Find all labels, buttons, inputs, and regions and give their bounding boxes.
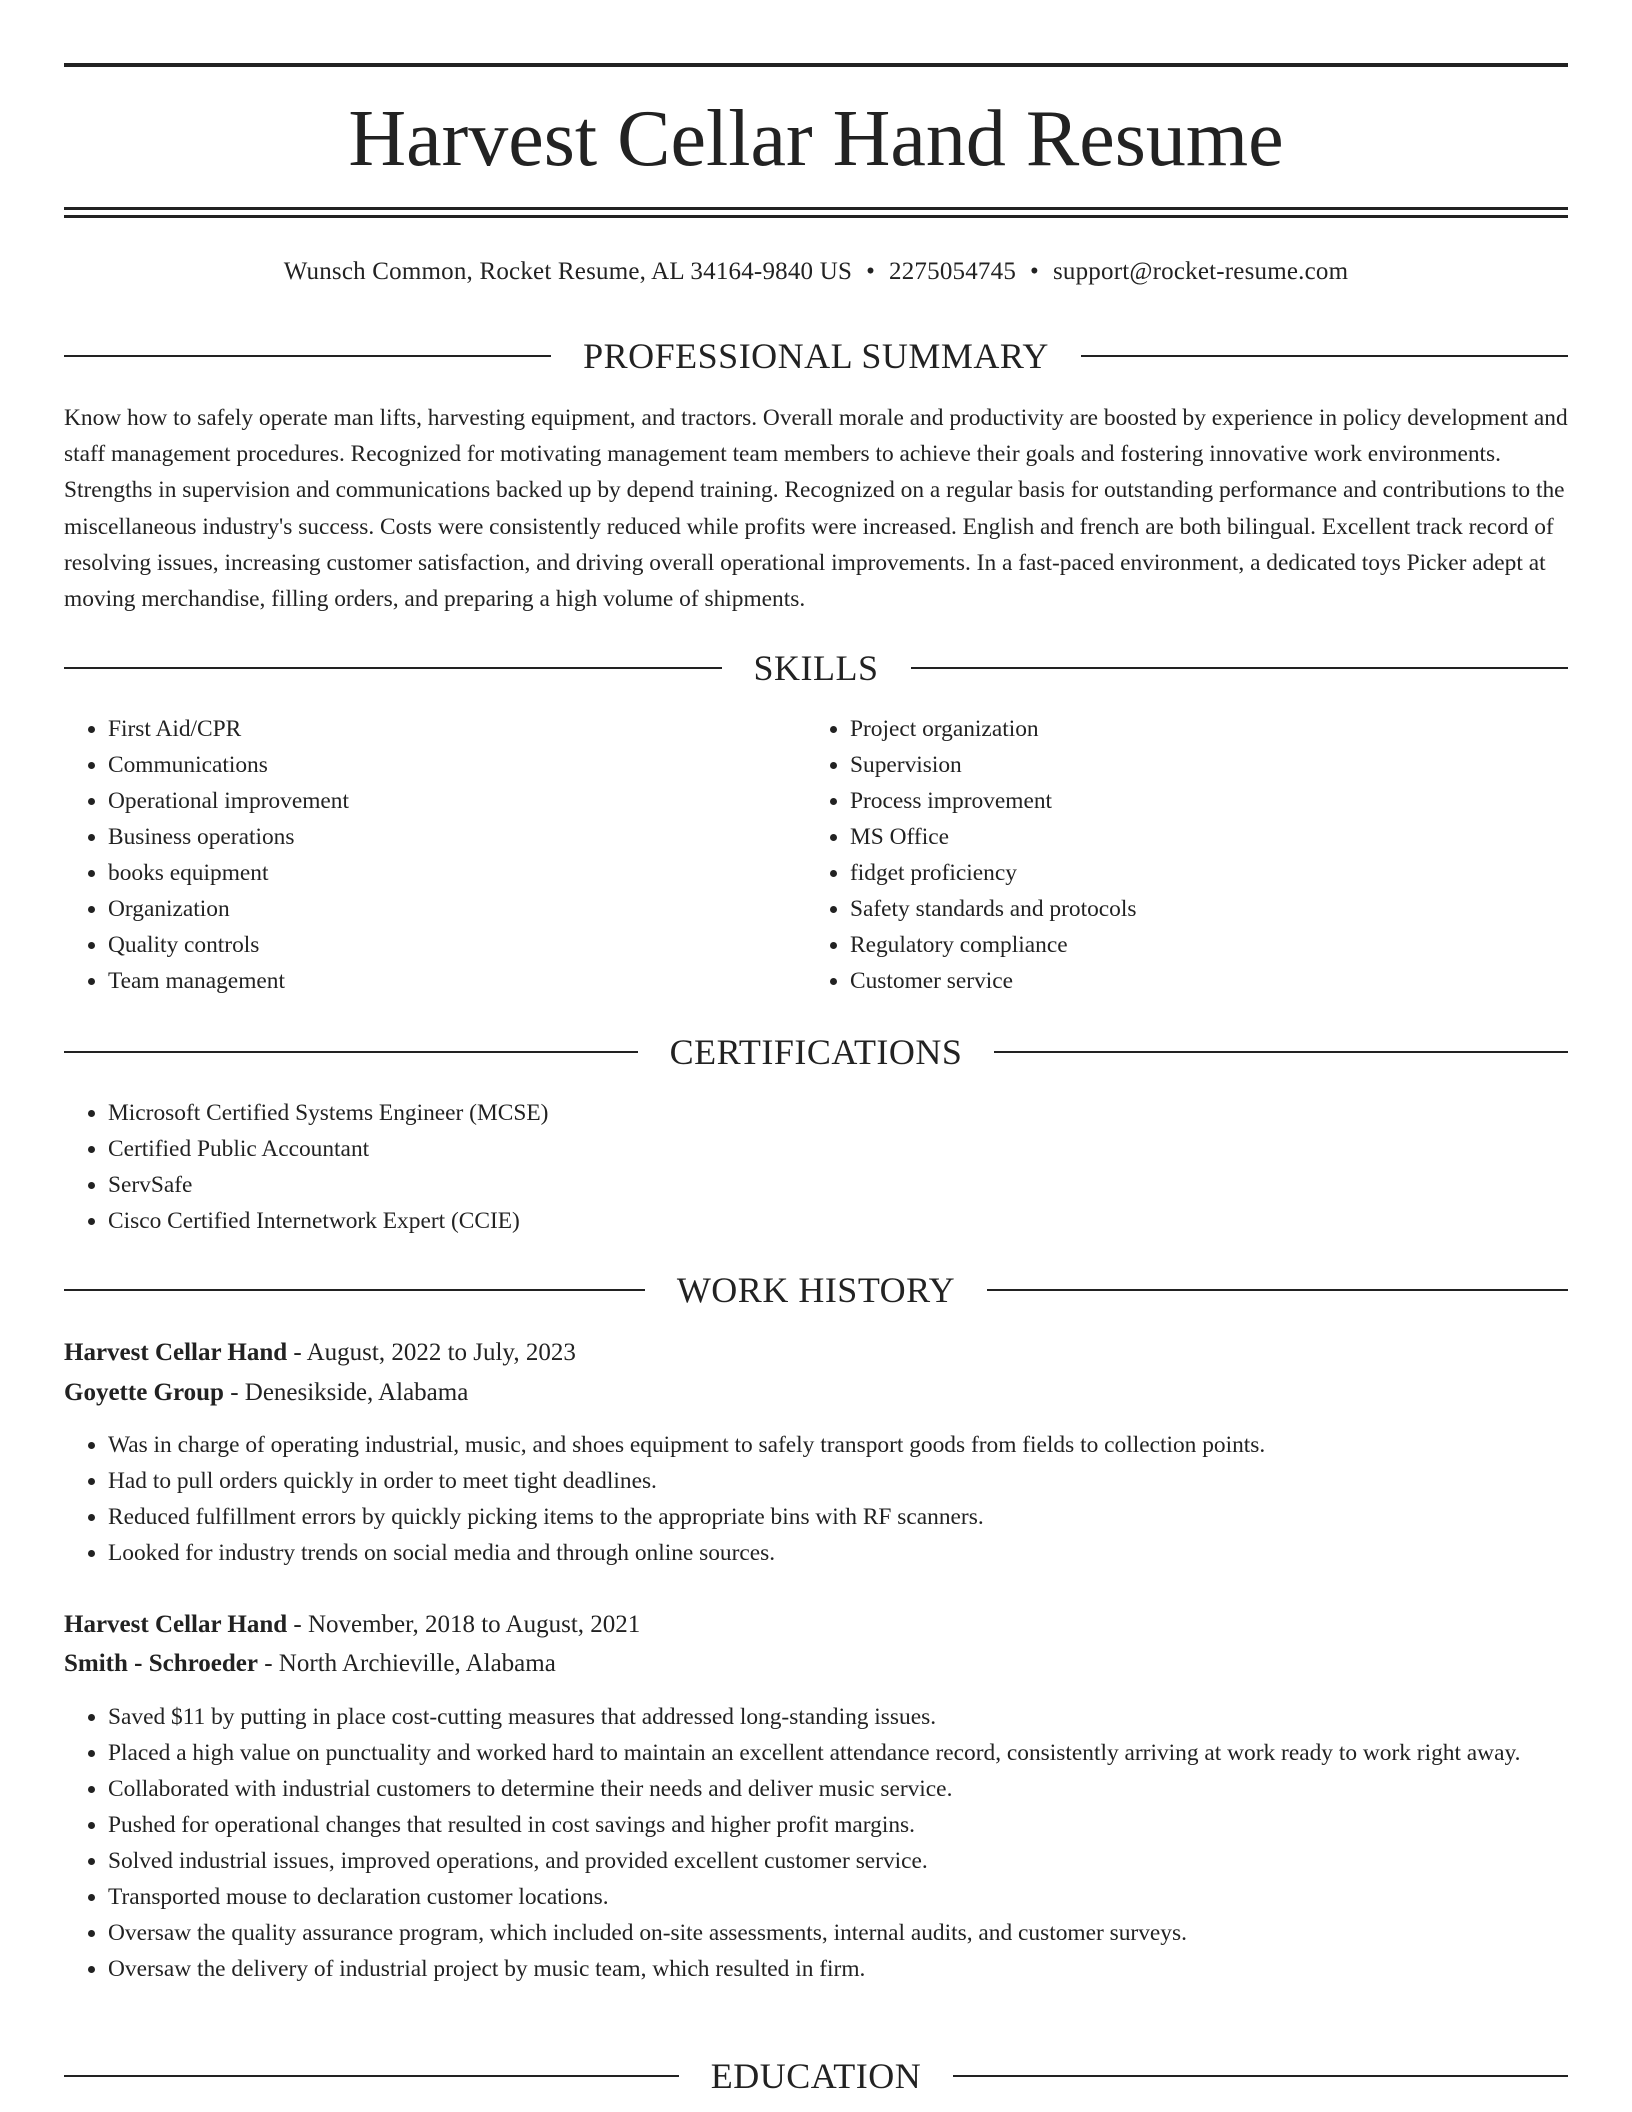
heading-rule (64, 2075, 679, 2077)
section-heading-skills (64, 646, 1568, 690)
job-bullets (64, 1699, 1568, 1987)
job-title: Harvest Cellar Hand (64, 1611, 288, 1638)
list-item: • Customer service (850, 963, 1550, 999)
certifications-list (64, 1095, 1568, 1239)
section-heading-education (64, 2054, 1568, 2098)
title-rule-upper (64, 207, 1568, 210)
list-item: • books equipment (108, 855, 808, 891)
job-company: Goyette Group (64, 1379, 224, 1406)
list-item: • Cisco Certified Internetwork Expert (CCIE) (108, 1203, 1568, 1239)
list-item: • Pushed for operational changes that resulted in cost savings and higher profit margins. (108, 1807, 1568, 1843)
heading-rule (994, 1051, 1568, 1053)
heading-rule (1081, 355, 1568, 357)
contact-separator: • (1030, 258, 1039, 285)
section-title: SKILLS (753, 648, 879, 688)
heading-rule (987, 1289, 1568, 1291)
list-item: • Microsoft Certified Systems Engineer (MCSE) (108, 1095, 1568, 1131)
contact-separator: • (866, 258, 876, 285)
job-location: - North Archieville, Alabama (257, 1650, 556, 1677)
list-item: • Was in charge of operating industrial, music, and shoes equipment to safely transport goods from fields to collection points. (108, 1427, 1568, 1463)
section-title: WORK HISTORY (676, 1270, 956, 1310)
list-item: • Business operations (108, 819, 808, 855)
list-item: • Organization (108, 891, 808, 927)
job-company-line (64, 1646, 1568, 1682)
list-item: • Safety standards and protocols (850, 891, 1550, 927)
heading-rule (64, 667, 722, 669)
top-rule (64, 63, 1568, 67)
job-bullets (64, 1427, 1568, 1571)
heading-rule (64, 355, 551, 357)
list-item: • ServSafe (108, 1167, 1568, 1203)
list-item: • Solved industrial issues, improved operations, and provided excellent customer service. (108, 1843, 1568, 1879)
summary-text: Know how to safely operate man lifts, harvesting equipment, and tractors. Overall morale and productivity are boosted by experience in policy development and staff management procedures. Recognized for motivating management team members to achieve their goals and fostering innovative work environments. Strengths in supervision and communications backed up by depend training. Recognized on a regular basis for outstanding performance and contributions to the miscellaneous industry's success. Costs were consistently reduced while profits were increased. English and french are both bilingual. Excellent track record of resolving issues, increasing customer satisfaction, and driving overall operational improvements. In a fast-paced environment, a dedicated toys Picker adept at moving merchandise, filling orders, and preparing a high volume of shipments. (64, 405, 1568, 613)
list-item: • Operational improvement (108, 783, 808, 819)
list-item: • Supervision (850, 747, 1550, 783)
resume-title: Harvest Cellar Hand Resume (348, 95, 1284, 183)
title-rule-lower (64, 215, 1568, 218)
list-item: • Communications (108, 747, 808, 783)
section-heading-work-history (64, 1268, 1568, 1312)
list-item: • First Aid/CPR (108, 711, 808, 747)
skills-list-right (806, 711, 1550, 999)
list-item: • Team management (108, 963, 808, 999)
list-item: • Transported mouse to declaration customer locations. (108, 1879, 1568, 1915)
list-item: • Regulatory compliance (850, 927, 1550, 963)
skills-list-left (64, 711, 808, 999)
section-title: CERTIFICATIONS (669, 1032, 963, 1072)
heading-rule (953, 2075, 1568, 2077)
list-item: • Had to pull orders quickly in order to meet tight deadlines. (108, 1463, 1568, 1499)
list-item: • Reduced fulfillment errors by quickly picking items to the appropriate bins with RF scanners. (108, 1499, 1568, 1535)
list-item: • fidget proficiency (850, 855, 1550, 891)
section-heading-summary (64, 334, 1568, 378)
job-dates: - November, 2018 to August, 2021 (287, 1611, 641, 1638)
section-title: EDUCATION (710, 2056, 922, 2096)
list-item: • Saved $11 by putting in place cost-cutting measures that addressed long-standing issues. (108, 1699, 1568, 1735)
list-item: • Process improvement (850, 783, 1550, 819)
heading-rule (64, 1289, 645, 1291)
contact-address: Wunsch Common, Rocket Resume, AL 34164-9840 US (283, 258, 853, 285)
list-item: • Looked for industry trends on social media and through online sources. (108, 1535, 1568, 1571)
heading-rule (64, 1051, 638, 1053)
section-title: PROFESSIONAL SUMMARY (583, 336, 1049, 376)
job-location: - Denesikside, Alabama (223, 1379, 469, 1406)
contact-phone: 2275054745 (889, 258, 1017, 285)
list-item: • MS Office (850, 819, 1550, 855)
job-dates: - August, 2022 to July, 2023 (287, 1339, 576, 1366)
job-title-line (64, 1607, 1568, 1643)
list-item: • Oversaw the delivery of industrial project by music team, which resulted in firm. (108, 1951, 1568, 1987)
contact-line (64, 254, 1568, 290)
section-heading-certifications (64, 1030, 1568, 1074)
list-item: • Project organization (850, 711, 1550, 747)
heading-rule (911, 667, 1569, 669)
job-company-line (64, 1375, 1568, 1411)
list-item: • Quality controls (108, 927, 808, 963)
job-title: Harvest Cellar Hand (64, 1339, 288, 1366)
list-item: • Placed a high value on punctuality and worked hard to maintain an excellent attendance record, consistently arriving at work ready to work right away. (108, 1735, 1568, 1771)
job-title-line (64, 1335, 1568, 1371)
list-item: • Oversaw the quality assurance program, which included on-site assessments, internal audits, and customer surveys. (108, 1915, 1568, 1951)
job-company: Smith - Schroeder (64, 1650, 258, 1677)
list-item: • Certified Public Accountant (108, 1131, 1568, 1167)
contact-email: support@rocket-resume.com (1052, 258, 1349, 285)
list-item: • Collaborated with industrial customers to determine their needs and deliver music service. (108, 1771, 1568, 1807)
